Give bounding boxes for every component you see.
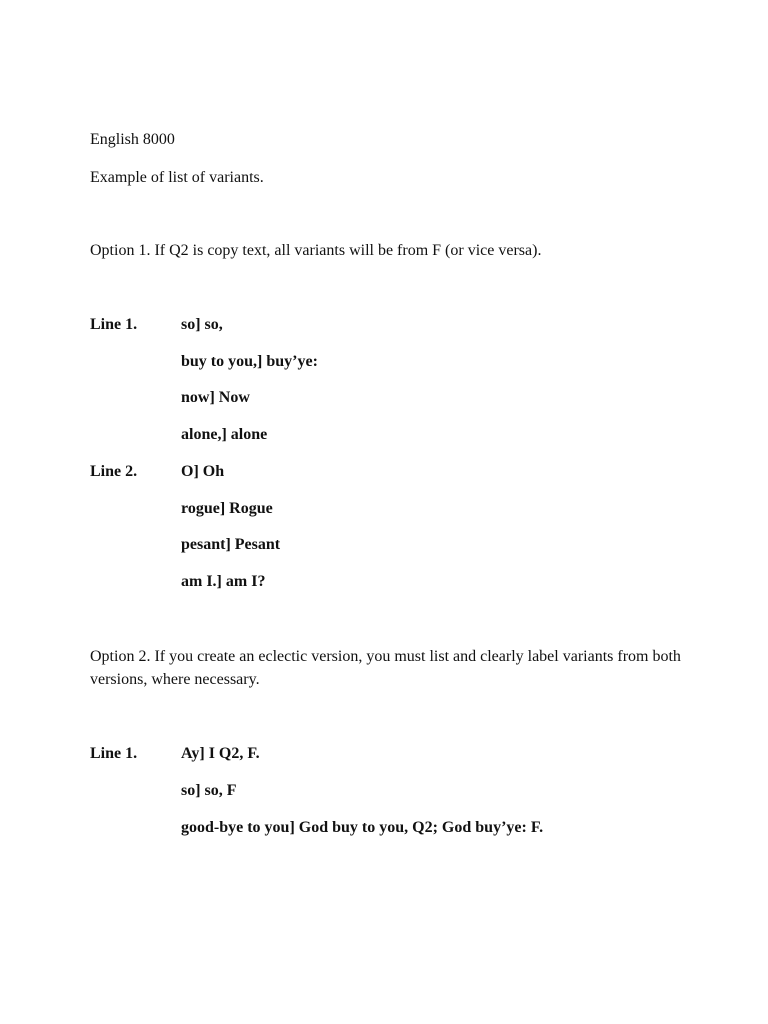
option-2-line-1-label: Line 1. — [90, 745, 138, 762]
option-1-line-1-variant-1: so] so, — [181, 316, 223, 333]
option-1-line-1-variant-4: alone,] alone — [181, 426, 268, 443]
option-1-line-2-variant-4: am I.] am I? — [181, 573, 266, 590]
course-title: English 8000 — [90, 131, 175, 148]
option-1-line-1-variant-3: now] Now — [181, 389, 250, 406]
document-subtitle: Example of list of variants. — [90, 169, 264, 186]
option-1-line-1-variant-2: buy to you,] buy’ye: — [181, 353, 318, 370]
option-1-line-1-label: Line 1. — [90, 316, 138, 333]
option-2-line-1-variant-2: so] so, F — [181, 782, 237, 799]
option-1-line-2-variant-2: rogue] Rogue — [181, 500, 273, 517]
option-1-line-2-variant-3: pesant] Pesant — [181, 536, 281, 553]
option-2-description: Option 2. If you create an eclectic version, you must list and clearly label variants from both versions, where necessary. — [90, 648, 681, 688]
option-2-line-1-variant-3: good-bye to you] God buy to you, Q2; God buy’ye: F. — [181, 819, 544, 836]
option-2-line-1-variant-1: Ay] I Q2, F. — [181, 745, 260, 762]
option-1-line-2-label: Line 2. — [90, 463, 138, 480]
option-1-description: Option 1. If Q2 is copy text, all variants will be from F (or vice versa). — [90, 242, 542, 259]
option-1-line-2-variant-1: O] Oh — [181, 463, 225, 480]
